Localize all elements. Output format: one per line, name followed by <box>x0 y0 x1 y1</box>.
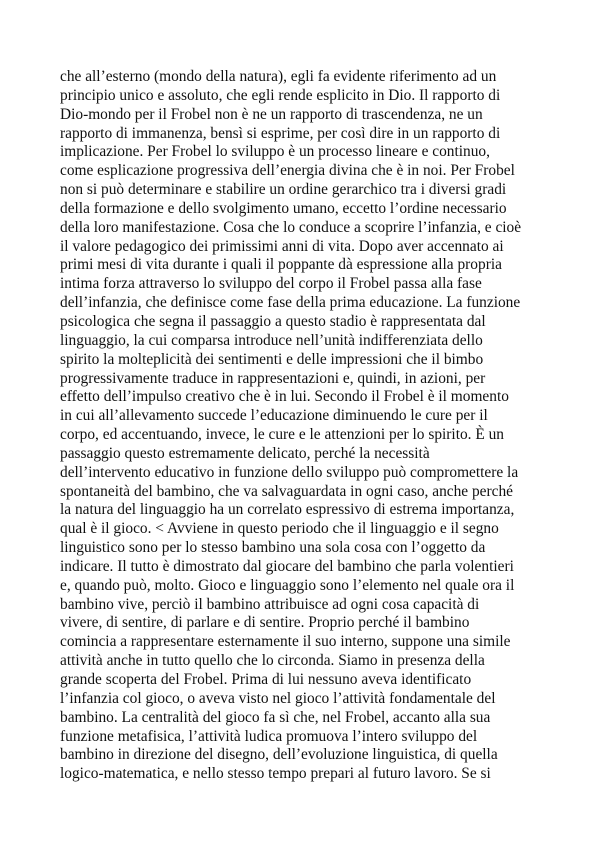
text-line: il valore pedagogico dei primissimi anni di vita. Dopo aver accennato ai <box>60 237 504 255</box>
text-line: implicazione. Per Frobel lo sviluppo è un processo lineare e continuo, <box>60 143 490 161</box>
text-line: bambino. La centralità del gioco fa sì che, nel Frobel, accanto alla sua <box>60 708 491 726</box>
text-line: effetto dell’impulso creativo che è in lui. Secondo il Frobel è il momento <box>60 388 509 406</box>
text-line: vivere, di sentire, di parlare e di sentire. Proprio perché il bambino <box>60 614 470 632</box>
text-line: in cui all’allevamento succede l’educazione diminuendo le cure per il <box>60 407 488 425</box>
text-line: non si può determinare e stabilire un ordine gerarchico tra i diversi gradi <box>60 181 507 199</box>
text-line: dell’intervento educativo in funzione dello sviluppo può compromettere la <box>60 463 519 481</box>
text-line: bambino vive, perciò il bambino attribuisce ad ogni cosa capacità di <box>60 595 480 613</box>
text-line: attività anche in tutto quello che lo circonda. Siamo in presenza della <box>60 652 485 670</box>
text-line: l’infanzia col gioco, o aveva visto nel gioco l’attività fondamentale del <box>60 689 496 707</box>
text-line: corpo, ed accentuando, invece, le cure e le attenzioni per lo spirito. È un <box>60 426 505 444</box>
text-line: passaggio questo estremamente delicato, perché la necessità <box>60 444 430 462</box>
text-line: intima forza attraverso lo sviluppo del corpo il Frobel passa alla fase <box>60 275 482 293</box>
text-line: psicologica che segna il passaggio a questo stadio è rappresentata dal <box>60 312 486 330</box>
text-line: bambino in direzione del disegno, dell’evoluzione linguistica, di quella <box>60 746 498 764</box>
text-line: la natura del linguaggio ha un correlato espressivo di estrema importanza, <box>60 501 515 519</box>
text-line: grande scoperta del Frobel. Prima di lui nessuno aveva identificato <box>60 671 472 688</box>
text-line: dell’infanzia, che definisce come fase della prima educazione. La funzione <box>60 294 521 312</box>
text-line: linguaggio, la cui comparsa introduce nell’unità indifferenziata dello <box>60 331 483 349</box>
body-text <box>60 68 540 784</box>
text-line: linguistico sono per lo stesso bambino una sola cosa con l’oggetto da <box>60 539 486 557</box>
text-line: spirito la molteplicità dei sentimenti e delle impressioni che il bimbo <box>60 350 484 368</box>
text-line: funzione metafisica, l’attività ludica promuova l’intero sviluppo del <box>60 727 478 745</box>
text-line: e, quando può, molto. Gioco e linguaggio sono l’elemento nel quale ora il <box>60 576 515 594</box>
text-line: come esplicazione progressiva dell’energia divina che è in noi. Per Frobel <box>60 162 515 180</box>
text-line: primi mesi di vita durante i quali il poppante dà espressione alla propria <box>60 256 502 274</box>
text-line: della loro manifestazione. Cosa che lo conduce a scoprire l’infanzia, e cioè <box>60 218 522 236</box>
text-line: qual è il gioco. < Avviene in questo periodo che il linguaggio e il segno <box>60 520 499 538</box>
text-line: comincia a rappresentare esternamente il suo interno, suppone una simile <box>60 633 511 651</box>
text-line: indicare. Il tutto è dimostrato dal giocare del bambino che parla volentieri <box>60 557 514 575</box>
text-line: spontaneità del bambino, che va salvaguardata in ogni caso, anche perché <box>60 482 513 500</box>
text-line: rapporto di immanenza, bensì si esprime, per così dire in un rapporto di <box>60 124 501 142</box>
text-line: logico-matematica, e nello stesso tempo prepari al futuro lavoro. Se si <box>60 765 491 783</box>
text-line: progressivamente traduce in rappresentazioni e, quindi, in azioni, per <box>60 369 486 387</box>
text-line: che all’esterno (mondo della natura), egli fa evidente riferimento ad un <box>60 68 497 85</box>
text-line: Dio-mondo per il Frobel non è ne un rapporto di trascendenza, ne un <box>60 105 483 123</box>
text-line: principio unico e assoluto, che egli rende esplicito in Dio. Il rapporto di <box>60 86 501 104</box>
text-line: della formazione e dello svolgimento umano, eccetto l’ordine necessario <box>60 199 507 217</box>
